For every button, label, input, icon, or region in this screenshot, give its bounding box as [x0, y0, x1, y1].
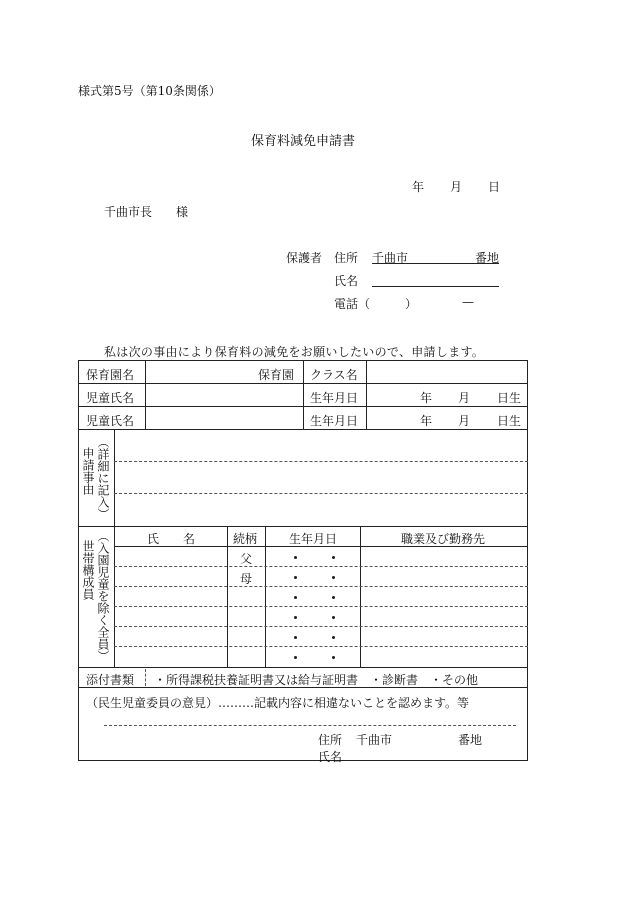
birth-day-label: 日生 — [497, 391, 522, 405]
birth-month-label: 月 — [458, 391, 471, 405]
date-day-label: 日 — [488, 180, 501, 194]
phone-paren-close: ） — [405, 297, 418, 311]
reason-field[interactable] — [117, 432, 525, 523]
child-name-label: 児童氏名 — [86, 414, 135, 428]
date-month-label: 月 — [450, 180, 463, 194]
col-occupation-header: 職業及び勤務先 — [401, 532, 486, 546]
commissioner-address-suffix: 番地 — [458, 733, 483, 747]
phone-label: 電話（ — [334, 297, 371, 311]
reason-label: 申請事由 — [81, 447, 95, 495]
reason-note: （詳細に記入） — [96, 436, 110, 520]
child-name-label: 児童氏名 — [86, 391, 135, 405]
birthdate-label: 生年月日 — [310, 391, 359, 405]
address-city: 千曲市 — [372, 251, 409, 265]
child-name-field-2[interactable] — [148, 409, 300, 427]
relation-father: 父 — [240, 552, 253, 566]
col-name-header: 氏 名 — [147, 532, 196, 546]
nursery-label: 保育園名 — [86, 368, 135, 382]
commissioner-city: 千曲市 — [356, 733, 393, 747]
attachments-label: 添付書類 — [86, 673, 135, 687]
commissioner-name-label: 氏名 — [318, 750, 343, 764]
phone-field[interactable] — [367, 294, 403, 310]
birth-month-label: 月 — [458, 414, 471, 428]
birth-year-label: 年 — [420, 391, 433, 405]
name-label: 氏名 — [334, 274, 359, 288]
household-occupation-fields[interactable] — [363, 549, 525, 665]
col-birthdate-header: 生年月日 — [289, 532, 338, 546]
commissioner-address-label: 住所 — [318, 733, 343, 747]
birth-day-label: 日生 — [497, 414, 522, 428]
class-label: クラス名 — [310, 368, 358, 382]
date-year-label: 年 — [412, 180, 425, 194]
commissioner-opinion: （民生児童委員の意見）………記載内容に相違ないことを認めます。等 — [86, 696, 470, 710]
household-name-fields[interactable] — [117, 549, 225, 665]
relation-mother: 母 — [240, 572, 253, 586]
address-suffix: 番地 — [475, 251, 500, 265]
form-number: 様式第5号（第10条関係） — [78, 84, 221, 98]
commissioner-name-field[interactable] — [350, 746, 520, 760]
nursery-suffix: 保育園 — [258, 368, 295, 382]
name-field[interactable] — [372, 286, 499, 287]
nursery-name-field[interactable] — [148, 363, 254, 381]
col-relation-header: 続柄 — [233, 532, 258, 546]
class-name-field[interactable] — [369, 363, 525, 381]
birthdate-label: 生年月日 — [310, 414, 359, 428]
page-title: 保育料減免申請書 — [251, 134, 356, 149]
intro-text: 私は次の事由により保育料の減免をお願いしたいので、申請します。 — [104, 345, 485, 359]
guardian-label: 保護者 — [286, 251, 323, 265]
household-note: （入園児童を除く全員） — [96, 530, 110, 662]
address-field[interactable] — [372, 263, 499, 264]
attachments-list: ・所得課税扶養証明書又は給与証明書 ・診断書 ・その他 — [154, 673, 479, 687]
addressee: 千曲市長 様 — [104, 205, 189, 219]
child-name-field-1[interactable] — [148, 386, 300, 404]
household-label: 世帯構成員 — [81, 540, 95, 600]
birth-year-label: 年 — [420, 414, 433, 428]
address-label: 住所 — [334, 251, 359, 265]
phone-dash: — — [462, 295, 474, 309]
